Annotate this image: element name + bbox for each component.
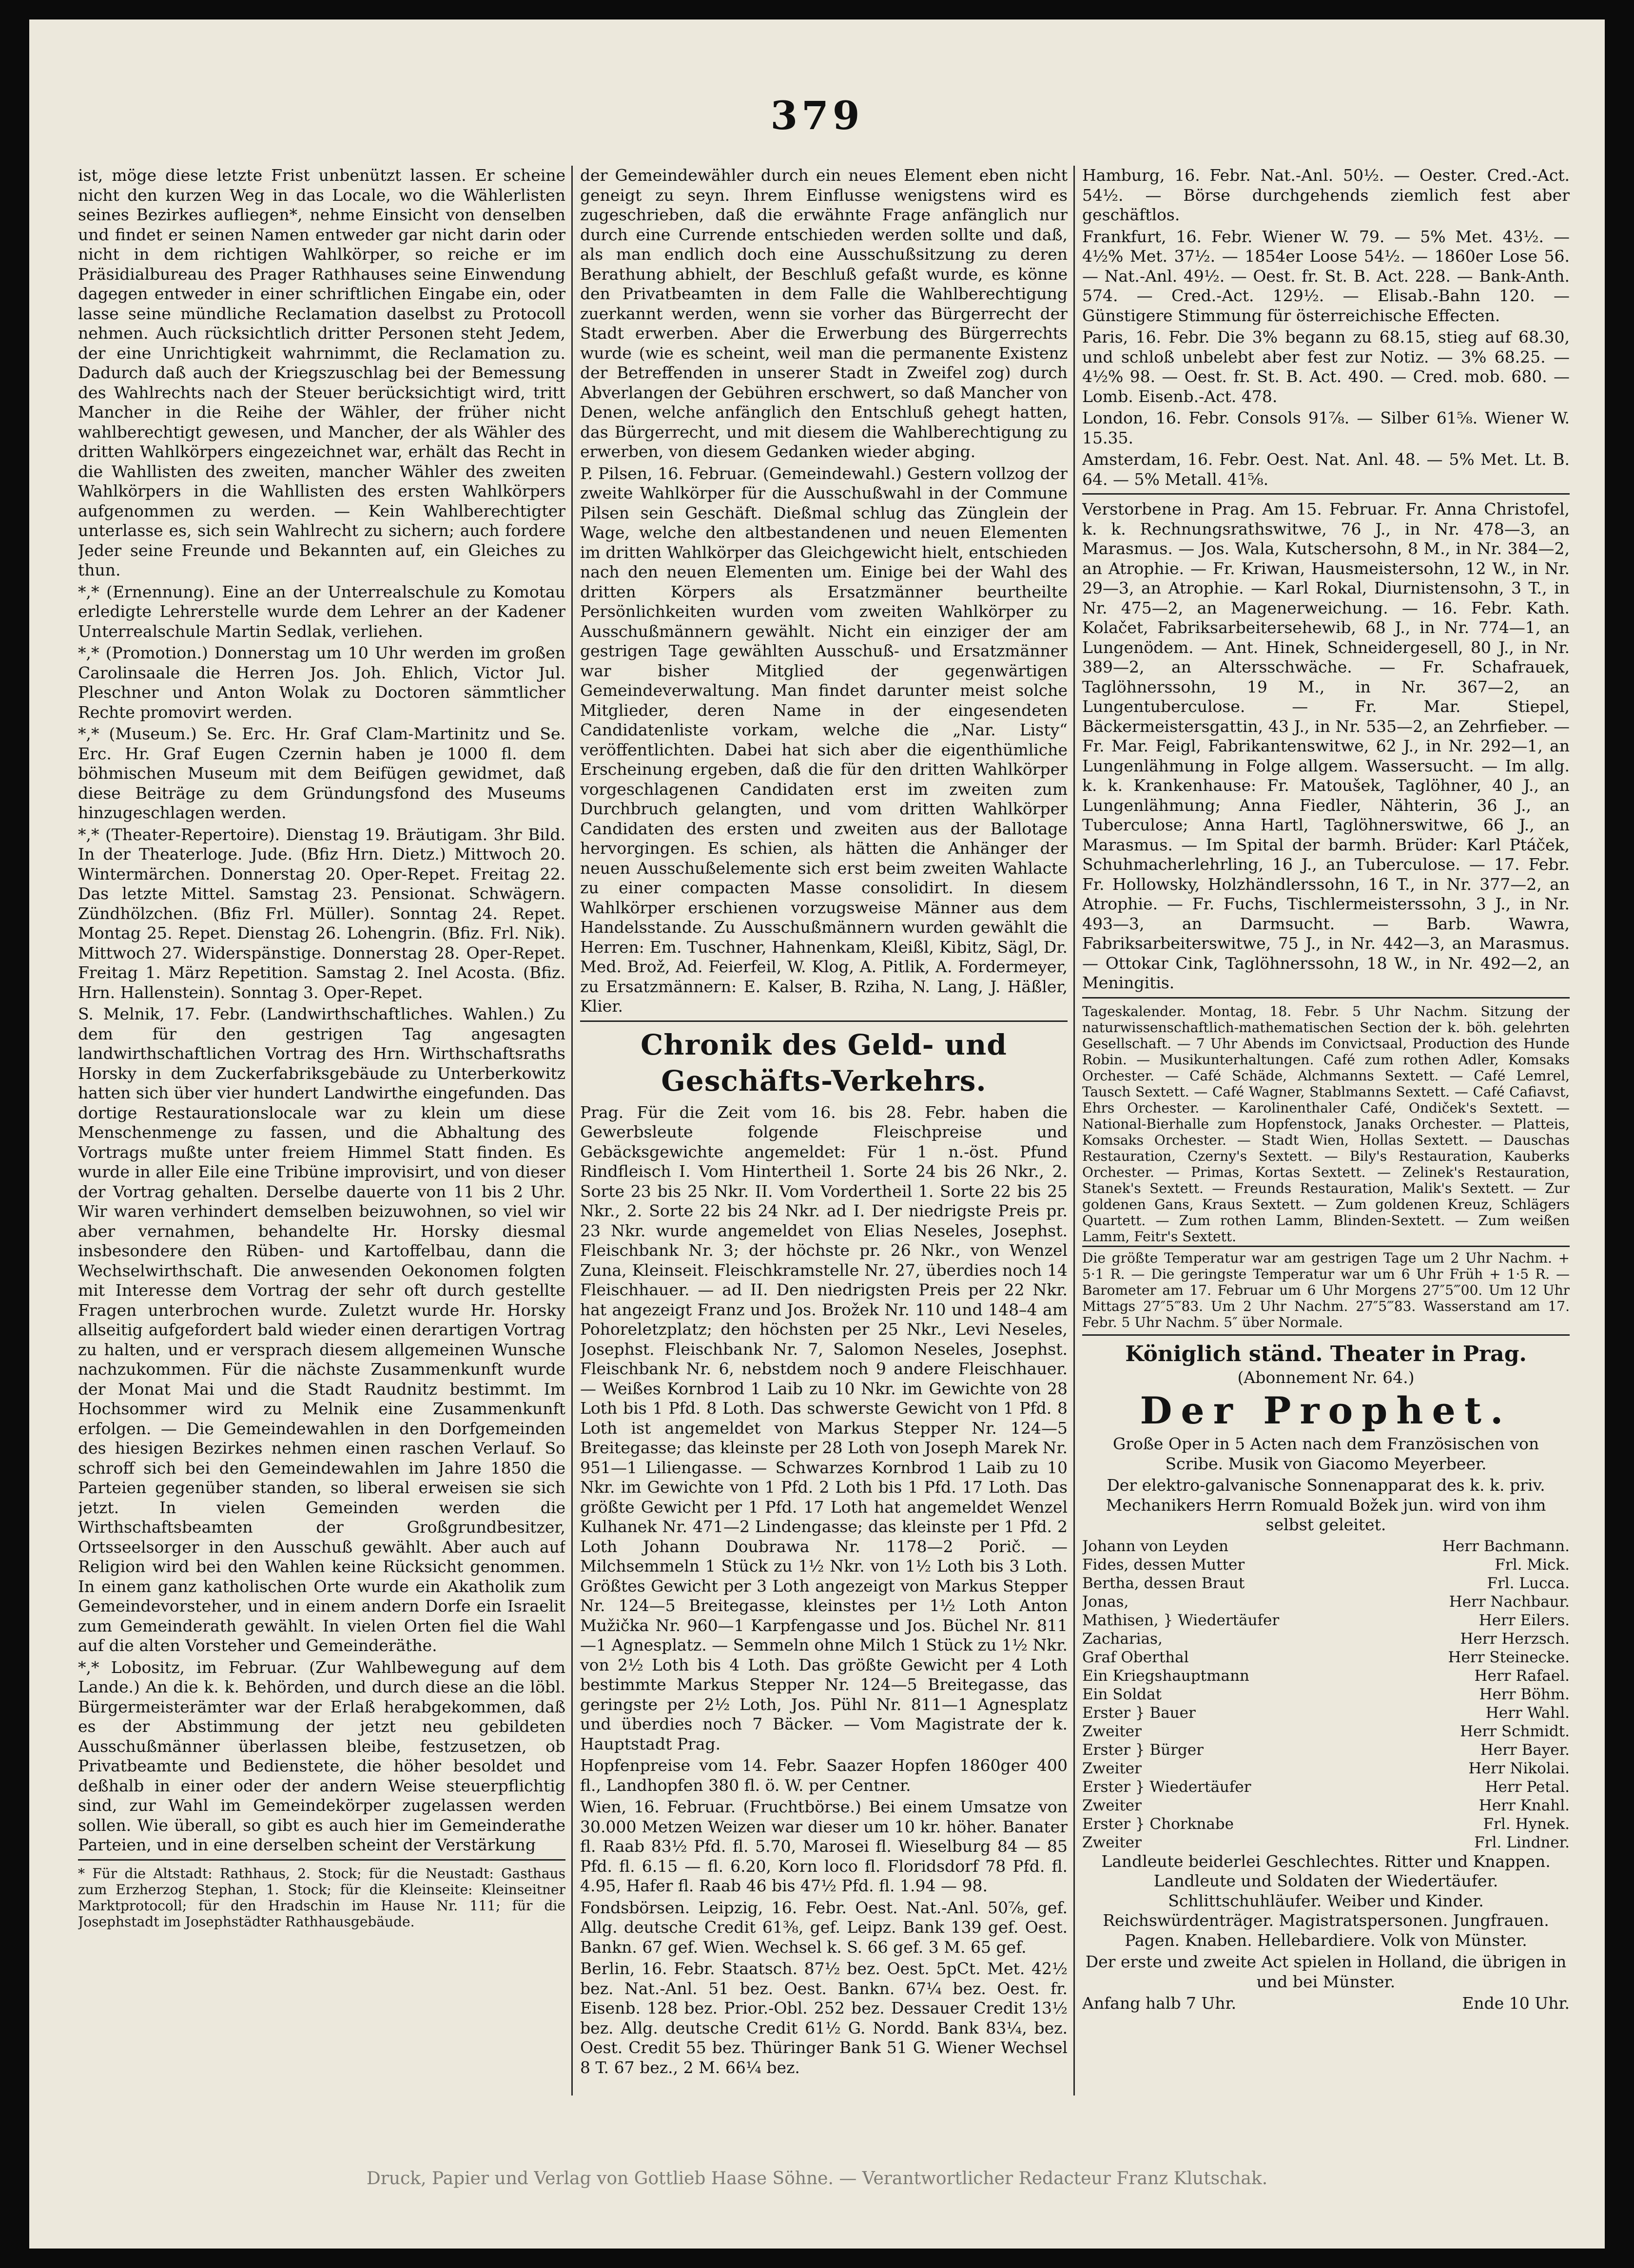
news-item: P. Pilsen, 16. Februar. (Gemeindewahl.) Gestern vollzog der zweite Wahlkörper für die Ausschußwahl in der Commune Pilsen sein Geschäft. Dießmal schlug das Zünglein der Wage, welche den altbestandenen und neuen Elementen im dritten Wahlkörper das Gleichgewicht hielt, entschieden nach den neuen Elementen um. Einige bei der Wahl des dritten Körpers als Ersatzmänner beurtheilte Persönlichkeiten wurden vom zweiten Wahlkörper zu Ausschußmännern gewählt. Nicht ein einziger der am gestrigen Tage gewählten Ausschuß- und Ersatzmänner war bisher Mitglied der gegenwärtigen Gemeindeverwaltung. Man findet darunter meist solche Mitglieder, deren Name in der eingesendeten Candidatenliste vorkam, welche die „Nar. Listy“ veröffentlichten. Dabei hat sich aber die eigenthümliche Erscheinung ergeben, daß die für den dritten Wahlkörper vorgeschlagenen Candidaten erst im zweiten zum Durchbruch gelangten, und vom dritten Wahlkörper Candidaten des ersten und zweiten aus der Ballotage hervorgingen. Es schien, als hätten die Anhänger der neuen Ausschußelemente sich erst beim zweiten Wahlacte zu einer compacten Masse consolidirt. In diesem Wahlkörper erschienen vorzugsweise Männer aus dem Handelsstande. Zu Ausschußmännern wurden gewählt die Herren: Em. Tuschner, Hahnenkam, Kleißl, Kibitz, Sägl, Dr. Med. Brož, Ad. Feierfeil, W. Klog, A. Pitlik, A. Fordermeyer, zu Ersatzmännern: E. Kalser, B. Rziha, N. Lang, J. Häßler, Klier. [580, 463, 1068, 1016]
cast-actor: Herr Böhm. [1479, 1685, 1570, 1703]
article-paragraph: ist, möge diese letzte Frist unbenützt lassen. Er scheine nicht den kurzen Weg in das Locale, wo die Wählerlisten seines Bezirkes aufliegen*, nehme Einsicht von denselben und findet er seinen Namen entweder gar nicht darin oder nicht in dem richtigen Wahlkörper, so reiche er im Präsidialbureau des Prager Rathhauses seine Einwendung dagegen entweder in einer schriftlichen Eingabe ein, oder lasse seine mündliche Reclamation daselbst zu Protocoll nehmen. Auch rücksichtlich dritter Personen steht Jedem, der eine Unrichtigkeit wahrnimmt, die Reclamation zu. Dadurch daß auch der Kriegszuschlag bei der Bemessung des Wahlrechts nach der Steuer berücksichtigt wird, tritt Mancher in die Reihe der Wähler, der früher nicht wahlberechtigt gewesen, und Mancher, der als Wähler des dritten Wahlkörpers eingezeichnet war, erhält das Recht in die Wahllisten des zweiten, mancher Wähler des zweiten Wahlkörpers in die Wahllisten des ersten Wahlkörpers aufgenommen zu werden. — Kein Wahlberechtigter unterlasse es, sich sein Wahlrecht zu sichern; auch fordere Jeder seine Freunde und Bekannten auf, ein Gleiches zu thun. [78, 166, 565, 579]
column-1 [78, 166, 565, 2105]
column-2 [580, 166, 1068, 2105]
news-item: *,* (Museum.) Se. Erc. Hr. Graf Clam-Martinitz und Se. Erc. Hr. Graf Eugen Czernin haben je 1000 fl. dem böhmischen Museum mit dem Beifügen gewidmet, daß diese Beiträge zu dem Gründungsfond des Museums hinzugeschlagen werden. [78, 724, 565, 822]
cast-actor: Herr Herzsch. [1460, 1630, 1570, 1648]
cast-role: Fides, dessen Mutter [1082, 1556, 1245, 1574]
theater-title: Königlich ständ. Theater in Prag. [1125, 1341, 1527, 1366]
exchange-report: Fondsbörsen. Leipzig, 16. Febr. Oest. Nat.-Anl. 50⅞, gef. Allg. deutsche Credit 61⅜, gef. Leipz. Bank 139 gef. Oest. Bankn. 67 gef. Wien. Wechsel k. S. 66 gef. 3 M. 65 gef. [580, 1898, 1068, 1957]
cast-role: Erster } Bauer [1082, 1704, 1196, 1722]
cast-role: Graf Oberthal [1082, 1648, 1189, 1666]
cast-row [1082, 1593, 1570, 1611]
page-number: 379 [770, 93, 864, 138]
cast-row [1082, 1833, 1570, 1852]
cast-role: Zacharias, [1082, 1630, 1163, 1648]
cast-actor: Herr Nachbaur. [1449, 1593, 1570, 1611]
death-notices: Verstorbene in Prag. Am 15. Februar. Fr. Anna Christofel, k. k. Rechnungsrathswitwe, 76 J., in Nr. 478—3, an Marasmus. — Jos. Wala, Kutschersohn, 8 M., in Nr. 384—2, an Atrophie. — Fr. Kriwan, Hausmeistersohn, 12 W., in Nr. 29—3, an Atrophie. — Karl Rokal, Diurnistensohn, 3 T., in Nr. 475—2, an Magenerweichung. — 16. Febr. Kath. Kolačet, Fabriksarbeitersehewib, 68 J., in Nr. 774—1, an Lungenödem. — Ant. Hinek, Schneidergesell, 80 J., in Nr. 389—2, an Altersschwäche. — Fr. Schafrauek, Taglöhnerssohn, 19 M., in Nr. 367—2, an Lungentuberculose. — Fr. Mar. Stiepel, Bäckermeistersgattin, 43 J., in Nr. 535—2, an Zehrfieber. — Fr. Mar. Feigl, Fabrikantenswitwe, 62 J., in Nr. 292—1, an Lungenlähmung in Folge allgem. Wassersucht. — Im allg. k. k. Krankenhause: Fr. Matoušek, Taglöhner, 40 J., an Lungenlähmung; Anna Fiedler, Nähterin, 36 J., an Tuberculose; Anna Hartl, Taglöhnerswitwe, 66 J., an Marasmus. — Im Spital der barmh. Brüder: Karl Ptáček, Schuhmacherlehrling, 16 J., an Tuberculose. — 17. Febr. Fr. Hollowsky, Holzhändlerssohn, 16 T., in Nr. 377—2, an Atrophie. — Fr. Fuchs, Tischlermeisterssohn, 3 J., in Nr. 493—3, an Darmsucht. — Barb. Wawra, Fabriksarbeiterswitwe, 75 J., in Nr. 442—3, an Marasmus. — Ottokar Cink, Taglöhnerssohn, 18 W., in Nr. 492—2, an Meningitis. [1082, 500, 1570, 992]
cast-actor: Herr Knahl. [1478, 1796, 1570, 1814]
cast-actor: Frl. Hynek. [1483, 1815, 1570, 1833]
extras: Landleute beiderlei Geschlechtes. Ritter und Knappen. Landleute und Soldaten der Wiedertäufer. Schlittschuhläufer. Weiber und Kinder. Reichswürdenträger. Magistratspersonen. Jungfrauen. Pagen. Knaben. Hellebardiere. Volk von Münster. [1101, 1851, 1551, 1950]
calendar-section [1082, 1003, 1570, 1245]
cast-row [1082, 1648, 1570, 1667]
cast-role: Ein Kriegshauptmann [1082, 1667, 1249, 1685]
cast-role: Erster } Wiedertäufer [1082, 1778, 1251, 1796]
section-rule [1082, 997, 1570, 999]
cast-actor: Herr Petal. [1485, 1778, 1570, 1796]
cast-actor: Herr Bachmann. [1442, 1537, 1570, 1555]
theater-abonnement: (Abonnement Nr. 64.) [1237, 1367, 1415, 1387]
cast-role: Zweiter [1082, 1759, 1142, 1777]
market-report: Hopfenpreise vom 14. Febr. Saazer Hopfen 1860ger 400 fl., Landhopfen 380 fl. ö. W. per Centner. [580, 1756, 1068, 1795]
exchange-report: London, 16. Febr. Consols 91⅞. — Silber 61⅝. Wiener W. 15.35. [1082, 408, 1570, 447]
exchange-report: Amsterdam, 16. Febr. Oest. Nat. Anl. 48. — 5% Met. Lt. B. 64. — 5% Metall. 41⅝. [1082, 450, 1570, 489]
start-end-times [1082, 1994, 1570, 2014]
cast-row [1082, 1556, 1570, 1574]
cast-row [1082, 1815, 1570, 1833]
news-item: *,* Lobositz, im Februar. (Zur Wahlbewegung auf dem Lande.) An die k. k. Behörden, und durch diese an die löbl. Bürgermeisterämter war der Erlaß herabgekommen, daß es der Abstimmung der jetzt neu gebildeten Ausschußmänner überlassen bleibe, festzusetzen, ob Privatbeamte und Bedienstete, die höher besoldet und deßhalb in einer oder der andern Weise steuerpflichtig sind, zur Wahl im Gemeindekörper zugelassen werden sollen. Wie überall, so gibt es auch hier im Gemeinderathe Parteien, und in eine derselben scheint der Verstärkung [78, 1657, 565, 1854]
cast-actor: Frl. Mick. [1495, 1556, 1570, 1574]
cast-role: Zweiter [1082, 1796, 1142, 1814]
cast-role: Erster } Bürger [1082, 1741, 1204, 1759]
cast-role: Zweiter [1082, 1722, 1142, 1740]
end-time: Ende 10 Uhr. [1462, 1994, 1570, 2013]
setting-note: Der erste und zweite Act spielen in Holland, die übrigen in und bei Münster. [1085, 1952, 1567, 1991]
footnote: * Für die Altstadt: Rathhaus, 2. Stock; für die Neustadt: Gasthaus zum Erzherzog Stephan, 1. Stock; für die Kleinseite: Kleinseitner Marktprotocoll; für den Hradschin im Hause Nr. 111; für die Josephstadt im Josephstädter Rathhausgebäude. [78, 1865, 565, 1930]
section-rule [580, 1020, 1068, 1022]
section-rule [1082, 493, 1570, 495]
cast-actor: Herr Eilers. [1478, 1611, 1570, 1629]
exchange-report: Hamburg, 16. Febr. Nat.-Anl. 50½. — Oester. Cred.-Act. 54½. — Börse durchgehends ziemlich fest aber geschäftlos. [1082, 166, 1570, 224]
cast-actor: Herr Wahl. [1485, 1704, 1570, 1722]
play-note: Der elektro-galvanische Sonnenapparat des k. k. priv. Mechanikers Herrn Romuald Božek jun. wird von ihm selbst geleitet. [1106, 1476, 1546, 1534]
market-report: Prag. Für die Zeit vom 16. bis 28. Febr. haben die Gewerbsleute folgende Fleischpreise und Gebäcksgewichte angemeldet: Für 1 n.-öst. Pfund Rindfleisch I. Vom Hintertheil 1. Sorte 24 bis 26 Nkr., 2. Sorte 23 bis 25 Nkr. II. Vom Vordertheil 1. Sorte 22 bis 25 Nkr., 2. Sorte 22 bis 24 Nkr. ad I. Der niedrigste Preis pr. 23 Nkr. wurde angemeldet von Elias Neseles, Josephst. Fleischbank Nr. 3; der höchste pr. 26 Nkr., von Wenzel Zuna, Kleinseit. Fleischkramstelle Nr. 27, überdies noch 14 Fleischhauer. — ad II. Den niedrigsten Preis per 22 Nkr. hat angezeigt Franz und Jos. Brožek Nr. 110 und 148–4 am Pohoreletzplatz; den höchsten per 25 Nkr., Levi Neseles, Josephst. Fleischbank Nr. 7, Salomon Neseles, Josephst. Fleischbank Nr. 6, nebstdem noch 9 andere Fleischhauer. — Weißes Kornbrod 1 Laib zu 10 Nkr. im Gewichte von 28 Loth bis 1 Pfd. 8 Loth. Das schwerste Gewicht von 1 Pfd. 8 Loth ist angemeldet von Markus Stepper Nr. 124—5 Breitegasse; das kleinste per 28 Loth von Joseph Marek Nr. 951—1 Liliengasse. — Schwarzes Kornbrod 1 Laib zu 10 Nkr. im Gewichte von 1 Pfd. 2 Loth bis 1 Pfd. 17 Loth. Das größte Gewicht per 1 Pfd. 17 Loth hat angemeldet Wenzel Kulhanek Nr. 471—2 Lindengasse; das kleinste per 1 Pfd. 2 Loth Johann Doubrawa Nr. 1178—2 Porič. — Milchsemmeln 1 Stück zu 1½ Nkr. von 1½ Loth bis 3 Loth. Größtes Gewicht per 3 Loth angezeigt von Markus Stepper Nr. 124—5 Breitegasse, kleinstes per 1½ Loth Anton Mužička Nr. 960—1 Karpfengasse und Jos. Büchel Nr. 811—1 Agnesplatz. — Semmeln ohne Milch 1 Stück zu 1½ Nkr. von 2½ Loth bis 4 Loth. Das größte Gewicht per 4 Loth bestimmte Markus Stepper Nr. 124—5 Breitegasse, das geringste per 2½ Loth, Jos. Pühl Nr. 811—1 Agnesplatz und überdies noch 7 Bäcker. — Vom Magistrate der k. Hauptstadt Prag. [580, 1102, 1068, 1753]
market-report: Wien, 16. Februar. (Fruchtbörse.) Bei einem Umsatze von 30.000 Metzen Weizen war dieser um 10 kr. höher. Banater fl. Raab 83½ Pfd. fl. 5.70, Marosei fl. Wieselburg 84 — 85 Pfd. fl. 6.15 — fl. 6.20, Korn loco fl. Floridsdorf 78 Pfd. fl. 4.95, Hafer fl. Raab 46 bis 47½ Pfd. fl. 1.94 — 98. [580, 1797, 1068, 1895]
column-divider [1073, 166, 1075, 2095]
column-3 [1082, 166, 1570, 2105]
section-heading: Chronik des Geld- und Geschäfts-Verkehrs. [641, 1028, 1007, 1097]
cast-row [1082, 1778, 1570, 1796]
footnote-rule [78, 1859, 565, 1861]
cast-role: Bertha, dessen Braut [1082, 1574, 1245, 1592]
cast-actor: Frl. Lucca. [1487, 1574, 1570, 1592]
cast-role: Ein Soldat [1082, 1685, 1162, 1703]
newspaper-page [29, 19, 1605, 2249]
cast-row [1082, 1630, 1570, 1648]
cast-actor: Herr Bayer. [1480, 1741, 1570, 1759]
cast-list [1082, 1537, 1570, 1852]
cast-actor: Herr Nikolai. [1468, 1759, 1570, 1777]
cast-row [1082, 1685, 1570, 1704]
cast-row [1082, 1722, 1570, 1741]
cast-role: Mathisen, } Wiedertäufer [1082, 1611, 1280, 1629]
cast-role: Erster } Chorknabe [1082, 1815, 1234, 1833]
cast-role: Zweiter [1082, 1833, 1142, 1851]
cast-actor: Herr Rafael. [1474, 1667, 1570, 1685]
cast-row [1082, 1704, 1570, 1722]
cast-actor: Herr Steinecke. [1448, 1648, 1570, 1666]
cast-row [1082, 1796, 1570, 1815]
start-time: Anfang halb 7 Uhr. [1082, 1994, 1237, 2013]
day-calendar: Tageskalender. Montag, 18. Febr. 5 Uhr Nachm. Sitzung der naturwissenschaftlich-mathematischen Section der k. böh. gelehrten Gesellschaft. — 7 Uhr Abends im Convictsaal, Production des Hunde Robin. — Musikunterhaltungen. Café zum rothen Adler, Komsaks Orchester. — Café Schäde, Alchmanns Sextett. — Café Lemrel, Tausch Sextett. — Café Wagner, Stablmanns Sextett. — Café Cafiavst, Ehrs Orchester. — Karolinenthaler Café, Ondiček's Sextett. — National-Bierhalle zum Hopfenstock, Janaks Orchester. — Platteis, Komsaks Orchester. — Stadt Wien, Hollas Sextett. — Dauschas Restauration, Czerny's Sextett. — Bily's Restauration, Kauberks Orchester. — Primas, Kortas Sextett. — Zelinek's Restauration, Stanek's Sextett. — Freunds Restauration, Malik's Sextett. — Zur goldenen Gans, Kraus Sextett. — Zum goldenen Kreuz, Schlägers Quartett. — Zum rothen Lamm, Blinden-Sextett. — Zum weißen Lamm, Feitr's Sextett. [1082, 1003, 1570, 1245]
imprint-footer: Druck, Papier und Verlag von Gottlieb Haase Söhne. — Verantwortlicher Redacteur Franz Klutschak. [366, 2169, 1268, 2189]
cast-row [1082, 1574, 1570, 1593]
cast-row [1082, 1667, 1570, 1685]
news-item: *,* (Ernennung). Eine an der Unterrealschule zu Komotau erledigte Lehrerstelle wurde dem Lehrer an der Kadener Unterrealschule Martin Sedlak, verliehen. [78, 582, 565, 641]
weather-box [1082, 1246, 1570, 1336]
cast-actor: Frl. Lindner. [1474, 1833, 1570, 1851]
play-description: Große Oper in 5 Acten nach dem Französischen von Scribe. Musik von Giacomo Meyerbeer. [1112, 1434, 1539, 1473]
cast-role: Jonas, [1082, 1593, 1129, 1611]
exchange-report: Berlin, 16. Febr. Staatsch. 87½ bez. Oest. 5pCt. Met. 42½ bez. Nat.-Anl. 51 bez. Oest. Bankn. 67¼ bez. Oest. fr. Eisenb. 128 bez. Prior.-Obl. 252 bez. Dessauer Credit 13½ bez. Allg. deutsche Credit 61½ G. Nordd. Bank 83¼, bez. Oest. Credit 55 bez. Thüringer Bank 51 G. Wiener Wechsel 8 T. 67 bez., 2 M. 66¼ bez. [580, 1959, 1068, 2077]
cast-actor: Herr Schmidt. [1460, 1722, 1570, 1740]
cast-row [1082, 1741, 1570, 1759]
weather-report: Die größte Temperatur war am gestrigen Tage um 2 Uhr Nachm. + 5·1 R. — Die geringste Temperatur war um 6 Uhr Früh + 1·5 R. — Barometer am 17. Februar um 6 Uhr Morgens 27″5‴00. Um 12 Uhr Mittags 27″5‴83. Um 2 Uhr Nachm. 27″5‴83. Wasserstand am 17. Febr. 5 Uhr Nachm. 5″ über Normale. [1082, 1249, 1570, 1330]
cast-row [1082, 1759, 1570, 1778]
cast-row [1082, 1537, 1570, 1556]
exchange-report: Paris, 16. Febr. Die 3% begann zu 68.15, stieg auf 68.30, und schloß unbelebt aber fest zur Notiz. — 3% 68.25. — 4½% 98. — Oest. fr. St. B. Act. 490. — Cred. mob. 680. — Lomb. Eisenb.-Act. 478. [1082, 327, 1570, 406]
news-item: *,* (Theater-Repertoire). Dienstag 19. Bräutigam. 3hr Bild. In der Theaterloge. Jude. (Bfiz Hrn. Dietz.) Mittwoch 20. Wintermärchen. Donnerstag 20. Oper-Repet. Freitag 22. Das letzte Mittel. Samstag 23. Pensionat. Schwägern. Zündhölzchen. (Bfiz Frl. Müller). Sonntag 24. Repet. Montag 25. Repet. Dienstag 26. Lohengrin. (Bfiz. Frl. Nik). Mittwoch 27. Widerspänstige. Donnerstag 28. Oper-Repet. Freitag 1. März Repetition. Samstag 2. Inel Acosta. (Bfiz. Hrn. Hallenstein). Sonntag 3. Oper-Repet. [78, 825, 565, 1002]
exchange-report: Frankfurt, 16. Febr. Wiener W. 79. — 5% Met. 43½. — 4½% Met. 37½. — 1854er Loose 54½. — 1860er Lose 56. — Nat.-Anl. 49½. — Oest. fr. St. B. Act. 228. — Bank-Anth. 574. — Cred.-Act. 129½. — Elisab.-Bahn 120. — Günstigere Stimmung für österreichische Effecten. [1082, 227, 1570, 325]
cast-row [1082, 1611, 1570, 1630]
news-item: *,* (Promotion.) Donnerstag um 10 Uhr werden im großen Carolinsaale die Herren Jos. Joh. Ehlich, Victor Jul. Pleschner und Anton Wolak zu Doctoren sämmtlicher Rechte promovirt werden. [78, 643, 565, 722]
news-item: S. Melnik, 17. Febr. (Landwirthschaftliches. Wahlen.) Zu dem für den gestrigen Tag angesagten landwirthschaftlichen Vortrag des Hrn. Wirthschaftsraths Horsky in dem Zuckerfabriksgebäude zu Unterberkowitz hatten sich über vier hundert Landwirthe eingefunden. Das dortige Restaurationslocale war zu klein um diese Menschenmenge zu fassen, und die Abhaltung des Vortrags mußte unter freiem Himmel Statt finden. Es wurde in aller Eile eine Tribüne improvisirt, und von dieser der Vortrag gehalten. Derselbe dauerte von 11 bis 2 Uhr. Wir waren verhindert demselben beizuwohnen, so viel wir aber vernahmen, behandelte Hr. Horsky diesmal insbesondere den Rüben- und Kartoffelbau, dann die Wechselwirthschaft. Die anwesenden Oekonomen folgten mit Interesse dem Vortrag der sehr oft durch gestellte Fragen unterbrochen wurde. Zuletzt wurde Hr. Horsky allseitig aufgefordert bald wieder einen derartigen Vortrag zu halten, und er versprach diesem allgemeinen Wunsche nachzukommen. Für die nächste Zusammenkunft wurde der Monat Mai und die Stadt Raudnitz bestimmt. Im Hochsommer wird zu Melnik eine Zusammenkunft erfolgen. — Die Gemeindewahlen in den Dorfgemeinden des hiesigen Bezirkes nehmen einen raschen Verlauf. So schroff sich bei den Gemeindewahlen im Jahre 1850 die Parteien gegenüber standen, so liberal erweisen sie sich jetzt. In vielen Gemeinden werden die Wirthschaftsbeamten der Großgrundbesitzer, Ortsseelsorger in den Ausschuß gewählt. Aber auch auf Religion wird bei den Wahlen keine Rücksicht genommen. In einem ganz katholischen Orte wurde ein Akatholik zum Gemeindevorsteher, und in einem andern Dorfe ein Israelit zum Gemeinderath gewählt. In vielen Orten fiel die Wahl auf die alten Vorsteher und Gemeinderäthe. [78, 1004, 565, 1655]
cast-role: Johann von Leyden [1082, 1537, 1228, 1555]
column-divider [571, 166, 573, 2095]
article-paragraph: der Gemeindewähler durch ein neues Element eben nicht geneigt zu seyn. Ihrem Einflusse wenigstens wird es zugeschrieben, daß die erwähnte Frage anfänglich nur durch eine Currende entschieden werden sollte und daß, als man endlich doch eine Ausschußsitzung zu deren Berathung abhielt, der Beschluß gefaßt wurde, es könne den Privatbeamten in dem Falle die Wahlberechtigung zuerkannt werden, wenn sie vorher das Bürgerrecht der Stadt erwerben. Aber die Erwerbung des Bürgerrechts wurde (wie es scheint, weil man die permanente Existenz der Betreffenden in unserer Stadt in Zweifel zog) durch Abverlangen der Gebühren erschwert, so daß Mancher von Denen, welche anfänglich den Entschluß gehegt hatten, das Bürgerrecht, und mit diesem die Wahlberechtigung zu erwerben, von diesem Gedanken wieder abging. [580, 166, 1068, 461]
play-title: Der Prophet. [1140, 1389, 1512, 1432]
